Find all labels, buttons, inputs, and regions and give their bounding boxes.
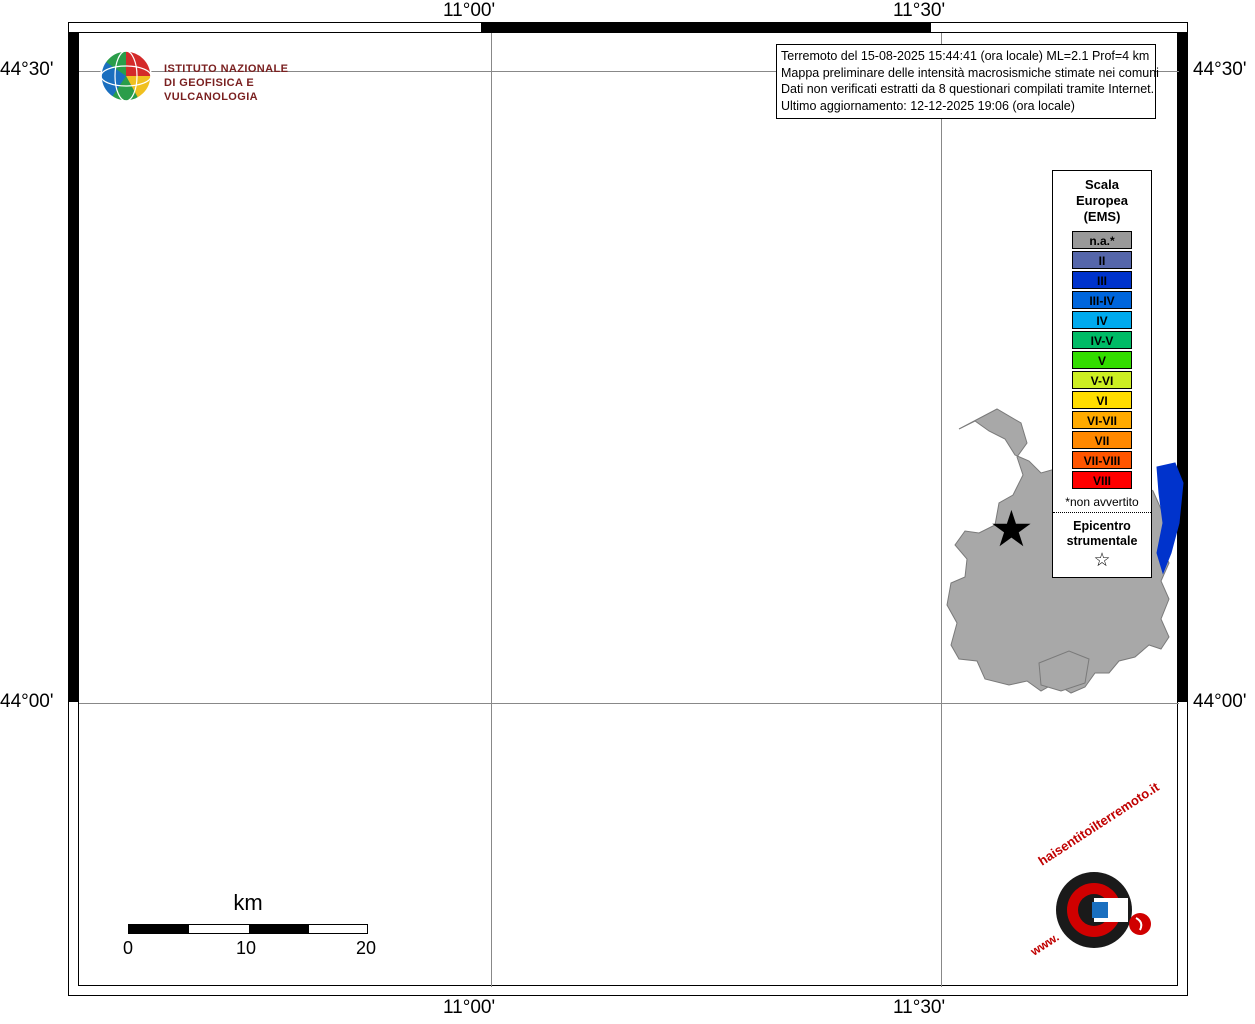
- axis-label-left-1: 44°30': [0, 59, 54, 80]
- legend-swatch: VII-VIII: [1072, 451, 1132, 469]
- legend-swatch: n.a.*: [1072, 231, 1132, 249]
- legend-title-line2: Europea: [1075, 193, 1128, 208]
- scale-bar-tick-0: 0: [123, 938, 134, 958]
- ingv-globe-icon: [98, 48, 154, 104]
- axis-label-bottom-2: 11°30': [893, 997, 946, 1018]
- legend-title: [1053, 177, 1151, 225]
- legend-swatch-list: [1053, 231, 1151, 489]
- axis-label-top-2: 11°30': [893, 0, 946, 21]
- scale-bar-segment-2: [249, 925, 309, 933]
- svg-text:www.: www.: [1028, 929, 1062, 959]
- legend-title-line1: Scala: [1085, 177, 1119, 192]
- scale-bar: [123, 890, 378, 958]
- legend-epicenter-star-icon: ☆: [1093, 550, 1111, 571]
- ingv-logo-text: [164, 62, 318, 104]
- scale-bar-labels: [123, 938, 377, 958]
- legend-swatch: VIII: [1072, 471, 1132, 489]
- legend-footnote: *non avvertito: [1053, 495, 1151, 513]
- axis-label-left-2: 44°00': [0, 691, 54, 712]
- intensity-legend: [1052, 170, 1152, 578]
- event-info-line1: Terremoto del 15-08-2025 15:44:41 (ora locale) ML=2.1 Prof=4 km: [781, 49, 1150, 63]
- legend-title-line3: (EMS): [1083, 209, 1121, 224]
- scale-bar-tick-10: 10: [236, 938, 257, 958]
- legend-epicenter-title-line2: strumentale: [1066, 534, 1138, 548]
- legend-swatch: II: [1072, 251, 1132, 269]
- hsit-logo: [1022, 779, 1162, 968]
- event-info-line2: Mappa preliminare delle intensità macrosismiche stimate nei comuni: [781, 65, 1159, 80]
- legend-swatch: IV-V: [1072, 331, 1132, 349]
- scale-bar-unit-label: km: [233, 890, 263, 915]
- ingv-logo-line1: ISTITUTO NAZIONALE: [164, 63, 289, 75]
- epicenter-star-icon: ★: [989, 501, 1034, 557]
- legend-swatch: V-VI: [1072, 371, 1132, 389]
- legend-swatch: V: [1072, 351, 1132, 369]
- event-info-line4: Ultimo aggiornamento: 12-12-2025 19:06 (ora locale): [781, 98, 1075, 113]
- frame-tick-band-left: [69, 32, 78, 702]
- axis-label-right-2: 44°00': [1193, 691, 1247, 712]
- frame-tick-band-right: [1178, 32, 1187, 702]
- legend-swatch: IV: [1072, 311, 1132, 329]
- scale-bar-segment-1: [129, 925, 189, 933]
- scale-bar-tick-20: 20: [356, 938, 377, 958]
- ingv-logo-line2: DI GEOFISICA E VULCANOLOGIA: [164, 77, 259, 103]
- legend-epicenter-title: [1053, 519, 1151, 549]
- axis-label-bottom-1: 11°00': [443, 997, 496, 1018]
- frame-tick-band-top: [481, 23, 931, 32]
- legend-swatch: VII: [1072, 431, 1132, 449]
- ingv-logo: [98, 48, 318, 108]
- hsit-logo-icon: [1022, 779, 1162, 968]
- axis-label-right-1: 44°30': [1193, 59, 1247, 80]
- svg-text:haisentitoilterremoto.it: haisentitoilterremoto.it: [1035, 779, 1162, 869]
- event-info-line3: Dati non verificati estratti da 8 questionari compilati tramite Internet.: [781, 82, 1155, 96]
- legend-swatch: III-IV: [1072, 291, 1132, 309]
- scale-bar-track: [128, 924, 368, 934]
- axis-label-top-1: 11°00': [443, 0, 496, 21]
- legend-swatch: VI: [1072, 391, 1132, 409]
- legend-swatch: III: [1072, 271, 1132, 289]
- legend-epicenter-title-line1: Epicentro: [1073, 519, 1131, 533]
- legend-swatch: VI-VII: [1072, 411, 1132, 429]
- event-info-box: [776, 44, 1159, 119]
